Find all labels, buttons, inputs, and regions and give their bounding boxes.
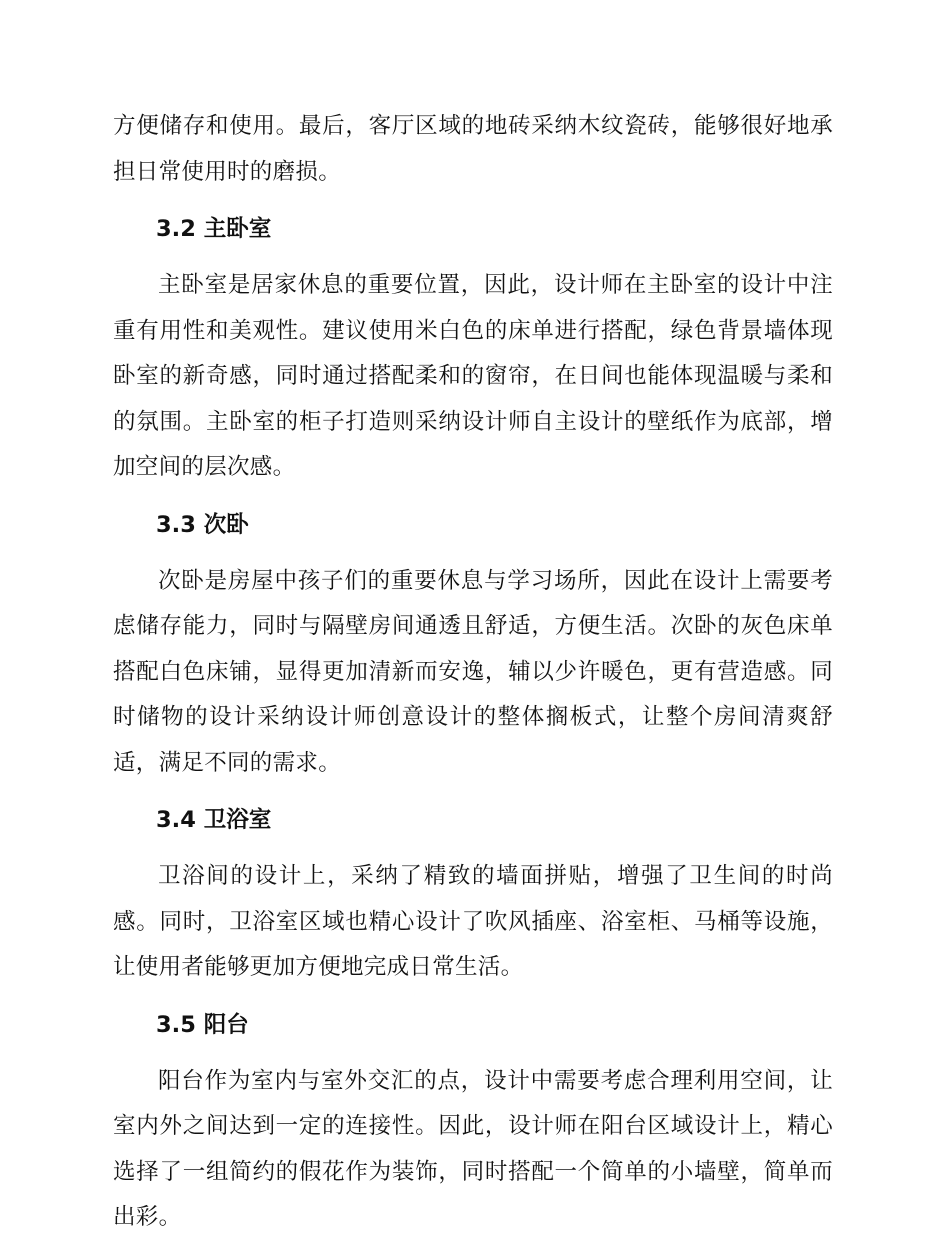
section-heading-master-bedroom: 3.2 主卧室 [156,216,272,242]
section-heading-bathroom: 3.4 卫浴室 [156,807,272,833]
section-body-second-bedroom: 次卧是房屋中孩子们的重要休息与学习场所，因此在设计上需要考虑储存能力，同时与隔壁房间通透且舒适，方便生活。次卧的灰色床单搭配白色床铺，显得更加清新而安逸，辅以少许暖色，更有营造感。同时储物的设计采纳设计师创意设计的整体搁板式，让整个房间清爽舒适，满足不同的需求。 [113,567,833,776]
section-body-bathroom: 卫浴间的设计上，采纳了精致的墙面拼贴，增强了卫生间的时尚感。同时，卫浴室区域也精心设计了吹风插座、浴室柜、马桶等设施，让使用者能够更加方便地完成日常生活。 [113,863,833,980]
section-heading-balcony: 3.5 阳台 [156,1011,249,1038]
intro-paragraph: 方便储存和使用。最后，客厅区域的地砖采纳木纹瓷砖，能够很好地承担日常使用时的磨损。 [113,113,833,185]
section-heading-second-bedroom: 3.3 次卧 [156,511,249,538]
section-body-balcony: 阳台作为室内与室外交汇的点，设计中需要考虑合理利用空间，让室内外之间达到一定的连接性。因此，设计师在阳台区域设计上，精心选择了一组简约的假花作为装饰，同时搭配一个简单的小墙壁，简单而出彩。 [113,1067,833,1230]
section-body-master-bedroom: 主卧室是居家休息的重要位置，因此，设计师在主卧室的设计中注重有用性和美观性。建议使用米白色的床单进行搭配，绿色背景墙体现卧室的新奇感，同时通过搭配柔和的窗帘，在日间也能体现温暖与柔和的氛围。主卧室的柜子打造则采纳设计师自主设计的壁纸作为底部，增加空间的层次感。 [113,272,833,480]
document-body [113,104,833,1241]
